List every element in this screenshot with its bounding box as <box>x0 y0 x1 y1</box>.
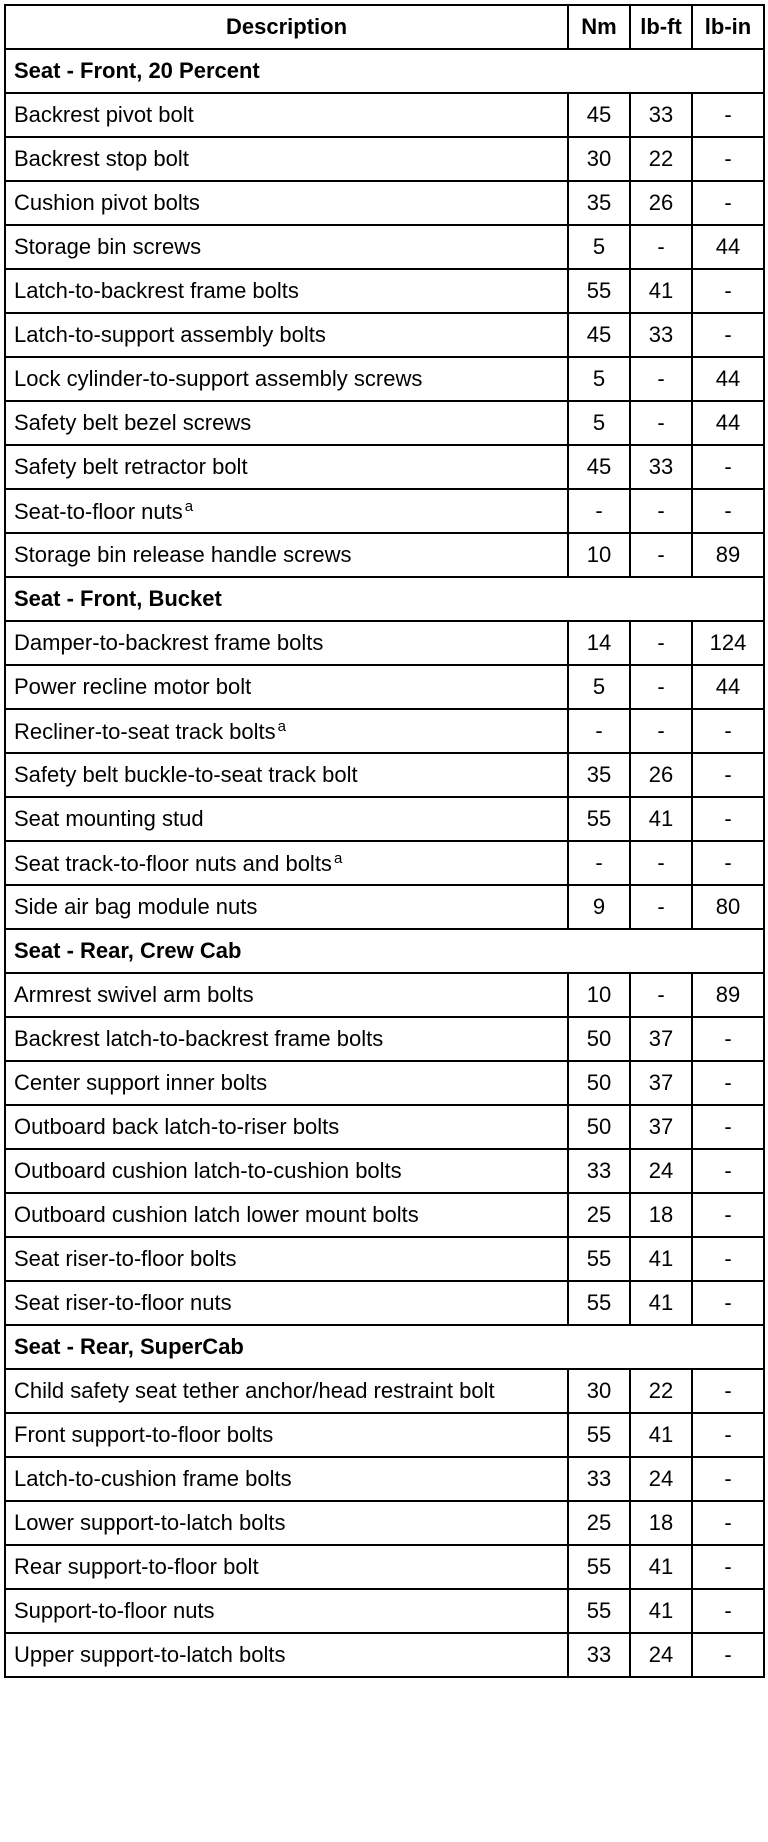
header-description: Description <box>5 5 568 49</box>
lb-ft-cell: 26 <box>630 753 692 797</box>
nm-cell: 55 <box>568 1281 630 1325</box>
table-row <box>5 313 764 357</box>
nm-cell: 45 <box>568 445 630 489</box>
lb-ft-cell: 41 <box>630 1413 692 1457</box>
lb-ft-cell: 41 <box>630 1281 692 1325</box>
nm-cell: 55 <box>568 1237 630 1281</box>
lb-in-cell: - <box>692 489 764 533</box>
table-row <box>5 1633 764 1677</box>
description-cell <box>5 709 568 753</box>
nm-cell: 10 <box>568 533 630 577</box>
table-row <box>5 1501 764 1545</box>
header-lb-ft: lb-ft <box>630 5 692 49</box>
lb-in-cell: - <box>692 93 764 137</box>
lb-in-cell: - <box>692 1413 764 1457</box>
lb-ft-cell: 22 <box>630 1369 692 1413</box>
nm-cell: 50 <box>568 1105 630 1149</box>
lb-in-cell: - <box>692 445 764 489</box>
description-text: Safety belt buckle-to-seat track bolt <box>14 762 358 787</box>
section-row <box>5 929 764 973</box>
lb-in-cell: - <box>692 753 764 797</box>
nm-cell: 33 <box>568 1149 630 1193</box>
lb-in-cell: 80 <box>692 885 764 929</box>
lb-in-cell: - <box>692 1105 764 1149</box>
table-row <box>5 93 764 137</box>
lb-ft-cell: 41 <box>630 1545 692 1589</box>
lb-ft-cell: 24 <box>630 1149 692 1193</box>
section-row <box>5 1325 764 1369</box>
lb-ft-cell: 37 <box>630 1105 692 1149</box>
table-row <box>5 973 764 1017</box>
lb-in-cell: 44 <box>692 357 764 401</box>
table-row <box>5 1017 764 1061</box>
description-text: Outboard cushion latch lower mount bolts <box>14 1202 419 1227</box>
lb-ft-cell: - <box>630 841 692 885</box>
nm-cell: 55 <box>568 1545 630 1589</box>
lb-ft-cell: - <box>630 401 692 445</box>
footnote-marker: a <box>333 850 343 867</box>
lb-in-cell: - <box>692 1369 764 1413</box>
torque-specifications-table <box>4 4 765 1678</box>
description-cell <box>5 885 568 929</box>
table-row <box>5 269 764 313</box>
lb-ft-cell: 26 <box>630 181 692 225</box>
lb-in-cell: - <box>692 1589 764 1633</box>
table-row <box>5 137 764 181</box>
table-row <box>5 621 764 665</box>
lb-in-cell: 44 <box>692 665 764 709</box>
lb-ft-cell: - <box>630 973 692 1017</box>
description-text: Backrest latch-to-backrest frame bolts <box>14 1026 384 1051</box>
header-row <box>5 5 764 49</box>
nm-cell: 33 <box>568 1457 630 1501</box>
lb-ft-cell: 22 <box>630 137 692 181</box>
nm-cell: - <box>568 489 630 533</box>
description-cell <box>5 445 568 489</box>
nm-cell: 30 <box>568 1369 630 1413</box>
description-cell <box>5 1633 568 1677</box>
header-nm: Nm <box>568 5 630 49</box>
table-row <box>5 181 764 225</box>
lb-in-cell: - <box>692 1457 764 1501</box>
description-text: Power recline motor bolt <box>14 674 252 699</box>
nm-cell: 14 <box>568 621 630 665</box>
nm-cell: 55 <box>568 1589 630 1633</box>
table-row <box>5 1105 764 1149</box>
lb-ft-cell: 33 <box>630 445 692 489</box>
description-cell <box>5 1061 568 1105</box>
description-cell <box>5 93 568 137</box>
nm-cell: - <box>568 709 630 753</box>
nm-cell: 10 <box>568 973 630 1017</box>
description-text: Storage bin screws <box>14 234 202 259</box>
description-cell <box>5 137 568 181</box>
lb-in-cell: - <box>692 137 764 181</box>
description-cell <box>5 797 568 841</box>
description-text: Armrest swivel arm bolts <box>14 982 254 1007</box>
description-text: Child safety seat tether anchor/head restraint bolt <box>14 1378 495 1403</box>
description-cell <box>5 1105 568 1149</box>
table-row <box>5 1413 764 1457</box>
section-title: Seat - Rear, SuperCab <box>5 1325 764 1369</box>
lb-ft-cell: 18 <box>630 1501 692 1545</box>
description-text: Lower support-to-latch bolts <box>14 1510 286 1535</box>
nm-cell: 45 <box>568 313 630 357</box>
description-cell <box>5 621 568 665</box>
description-text: Rear support-to-floor bolt <box>14 1554 259 1579</box>
description-cell <box>5 1501 568 1545</box>
description-text: Upper support-to-latch bolts <box>14 1642 286 1667</box>
description-cell <box>5 1457 568 1501</box>
nm-cell: 5 <box>568 225 630 269</box>
description-text: Safety belt bezel screws <box>14 410 252 435</box>
description-text: Recliner-to-seat track bolts <box>14 719 276 744</box>
table-row <box>5 885 764 929</box>
lb-in-cell: 44 <box>692 225 764 269</box>
nm-cell: 50 <box>568 1017 630 1061</box>
lb-in-cell: - <box>692 1633 764 1677</box>
description-cell <box>5 489 568 533</box>
nm-cell: 5 <box>568 357 630 401</box>
nm-cell: 45 <box>568 93 630 137</box>
lb-in-cell: - <box>692 841 764 885</box>
lb-in-cell: 44 <box>692 401 764 445</box>
description-cell <box>5 533 568 577</box>
lb-ft-cell: 41 <box>630 1589 692 1633</box>
description-cell <box>5 225 568 269</box>
table-row <box>5 1281 764 1325</box>
description-text: Backrest stop bolt <box>14 146 189 171</box>
lb-in-cell: - <box>692 1545 764 1589</box>
lb-ft-cell: - <box>630 533 692 577</box>
footnote-marker: a <box>184 498 194 515</box>
description-text: Seat-to-floor nuts <box>14 499 183 524</box>
description-cell <box>5 753 568 797</box>
description-text: Seat riser-to-floor bolts <box>14 1246 237 1271</box>
description-text: Damper-to-backrest frame bolts <box>14 630 324 655</box>
description-text: Backrest pivot bolt <box>14 102 194 127</box>
description-text: Storage bin release handle screws <box>14 542 352 567</box>
lb-ft-cell: - <box>630 357 692 401</box>
description-text: Center support inner bolts <box>14 1070 268 1095</box>
lb-in-cell: - <box>692 1501 764 1545</box>
lb-in-cell: - <box>692 1281 764 1325</box>
section-title: Seat - Front, Bucket <box>5 577 764 621</box>
nm-cell: 25 <box>568 1501 630 1545</box>
table-row <box>5 1545 764 1589</box>
description-cell <box>5 1017 568 1061</box>
description-cell <box>5 841 568 885</box>
lb-ft-cell: 33 <box>630 93 692 137</box>
lb-ft-cell: 33 <box>630 313 692 357</box>
table-row <box>5 753 764 797</box>
section-row <box>5 577 764 621</box>
description-text: Safety belt retractor bolt <box>14 454 248 479</box>
nm-cell: 30 <box>568 137 630 181</box>
lb-ft-cell: - <box>630 665 692 709</box>
table-row <box>5 357 764 401</box>
lb-in-cell: - <box>692 1061 764 1105</box>
table-row <box>5 797 764 841</box>
nm-cell: 5 <box>568 401 630 445</box>
nm-cell: 55 <box>568 269 630 313</box>
table-row <box>5 1457 764 1501</box>
description-cell <box>5 269 568 313</box>
table-header <box>5 5 764 49</box>
nm-cell: 9 <box>568 885 630 929</box>
lb-ft-cell: - <box>630 885 692 929</box>
table-body <box>5 49 764 1677</box>
lb-ft-cell: 41 <box>630 269 692 313</box>
description-cell <box>5 1369 568 1413</box>
description-text: Outboard back latch-to-riser bolts <box>14 1114 340 1139</box>
footnote-marker: a <box>277 718 286 735</box>
lb-in-cell: - <box>692 269 764 313</box>
lb-ft-cell: 37 <box>630 1061 692 1105</box>
table-row <box>5 445 764 489</box>
lb-in-cell: - <box>692 313 764 357</box>
nm-cell: 33 <box>568 1633 630 1677</box>
nm-cell: 5 <box>568 665 630 709</box>
lb-in-cell: - <box>692 1237 764 1281</box>
table-row <box>5 1237 764 1281</box>
description-text: Seat riser-to-floor nuts <box>14 1290 232 1315</box>
table-row <box>5 489 764 533</box>
section-title: Seat - Rear, Crew Cab <box>5 929 764 973</box>
lb-in-cell: - <box>692 1193 764 1237</box>
nm-cell: 25 <box>568 1193 630 1237</box>
description-cell <box>5 1193 568 1237</box>
lb-in-cell: - <box>692 797 764 841</box>
lb-ft-cell: 24 <box>630 1457 692 1501</box>
nm-cell: 50 <box>568 1061 630 1105</box>
lb-ft-cell: - <box>630 709 692 753</box>
table-row <box>5 401 764 445</box>
description-cell <box>5 1237 568 1281</box>
section-row <box>5 49 764 93</box>
header-lb-in: lb-in <box>692 5 764 49</box>
description-cell <box>5 401 568 445</box>
description-cell <box>5 313 568 357</box>
lb-in-cell: - <box>692 181 764 225</box>
table-row <box>5 1061 764 1105</box>
description-text: Side air bag module nuts <box>14 894 258 919</box>
lb-ft-cell: - <box>630 489 692 533</box>
lb-in-cell: - <box>692 1017 764 1061</box>
description-cell <box>5 1281 568 1325</box>
lb-in-cell: - <box>692 1149 764 1193</box>
section-title: Seat - Front, 20 Percent <box>5 49 764 93</box>
table-row <box>5 1149 764 1193</box>
table-row <box>5 1193 764 1237</box>
table-row <box>5 1589 764 1633</box>
lb-in-cell: 89 <box>692 973 764 1017</box>
lb-in-cell: 89 <box>692 533 764 577</box>
table-row <box>5 841 764 885</box>
description-cell <box>5 1589 568 1633</box>
nm-cell: 35 <box>568 753 630 797</box>
table-row <box>5 709 764 753</box>
description-text: Seat track-to-floor nuts and bolts <box>14 851 332 876</box>
table-row <box>5 665 764 709</box>
lb-ft-cell: 18 <box>630 1193 692 1237</box>
nm-cell: 55 <box>568 1413 630 1457</box>
description-text: Front support-to-floor bolts <box>14 1422 274 1447</box>
description-text: Seat mounting stud <box>14 806 204 831</box>
table-row <box>5 225 764 269</box>
description-cell <box>5 1545 568 1589</box>
lb-ft-cell: 41 <box>630 797 692 841</box>
description-text: Lock cylinder-to-support assembly screws <box>14 366 423 391</box>
description-cell <box>5 357 568 401</box>
lb-in-cell: - <box>692 709 764 753</box>
description-cell <box>5 973 568 1017</box>
nm-cell: 55 <box>568 797 630 841</box>
description-text: Outboard cushion latch-to-cushion bolts <box>14 1158 402 1183</box>
description-text: Cushion pivot bolts <box>14 190 200 215</box>
table-row <box>5 533 764 577</box>
description-cell <box>5 181 568 225</box>
description-cell <box>5 665 568 709</box>
lb-ft-cell: - <box>630 225 692 269</box>
lb-in-cell: 124 <box>692 621 764 665</box>
description-cell <box>5 1149 568 1193</box>
description-text: Latch-to-backrest frame bolts <box>14 278 299 303</box>
description-text: Latch-to-support assembly bolts <box>14 322 326 347</box>
description-cell <box>5 1413 568 1457</box>
lb-ft-cell: 41 <box>630 1237 692 1281</box>
lb-ft-cell: 37 <box>630 1017 692 1061</box>
table-row <box>5 1369 764 1413</box>
nm-cell: - <box>568 841 630 885</box>
description-text: Support-to-floor nuts <box>14 1598 215 1623</box>
description-text: Latch-to-cushion frame bolts <box>14 1466 292 1491</box>
lb-ft-cell: 24 <box>630 1633 692 1677</box>
nm-cell: 35 <box>568 181 630 225</box>
lb-ft-cell: - <box>630 621 692 665</box>
